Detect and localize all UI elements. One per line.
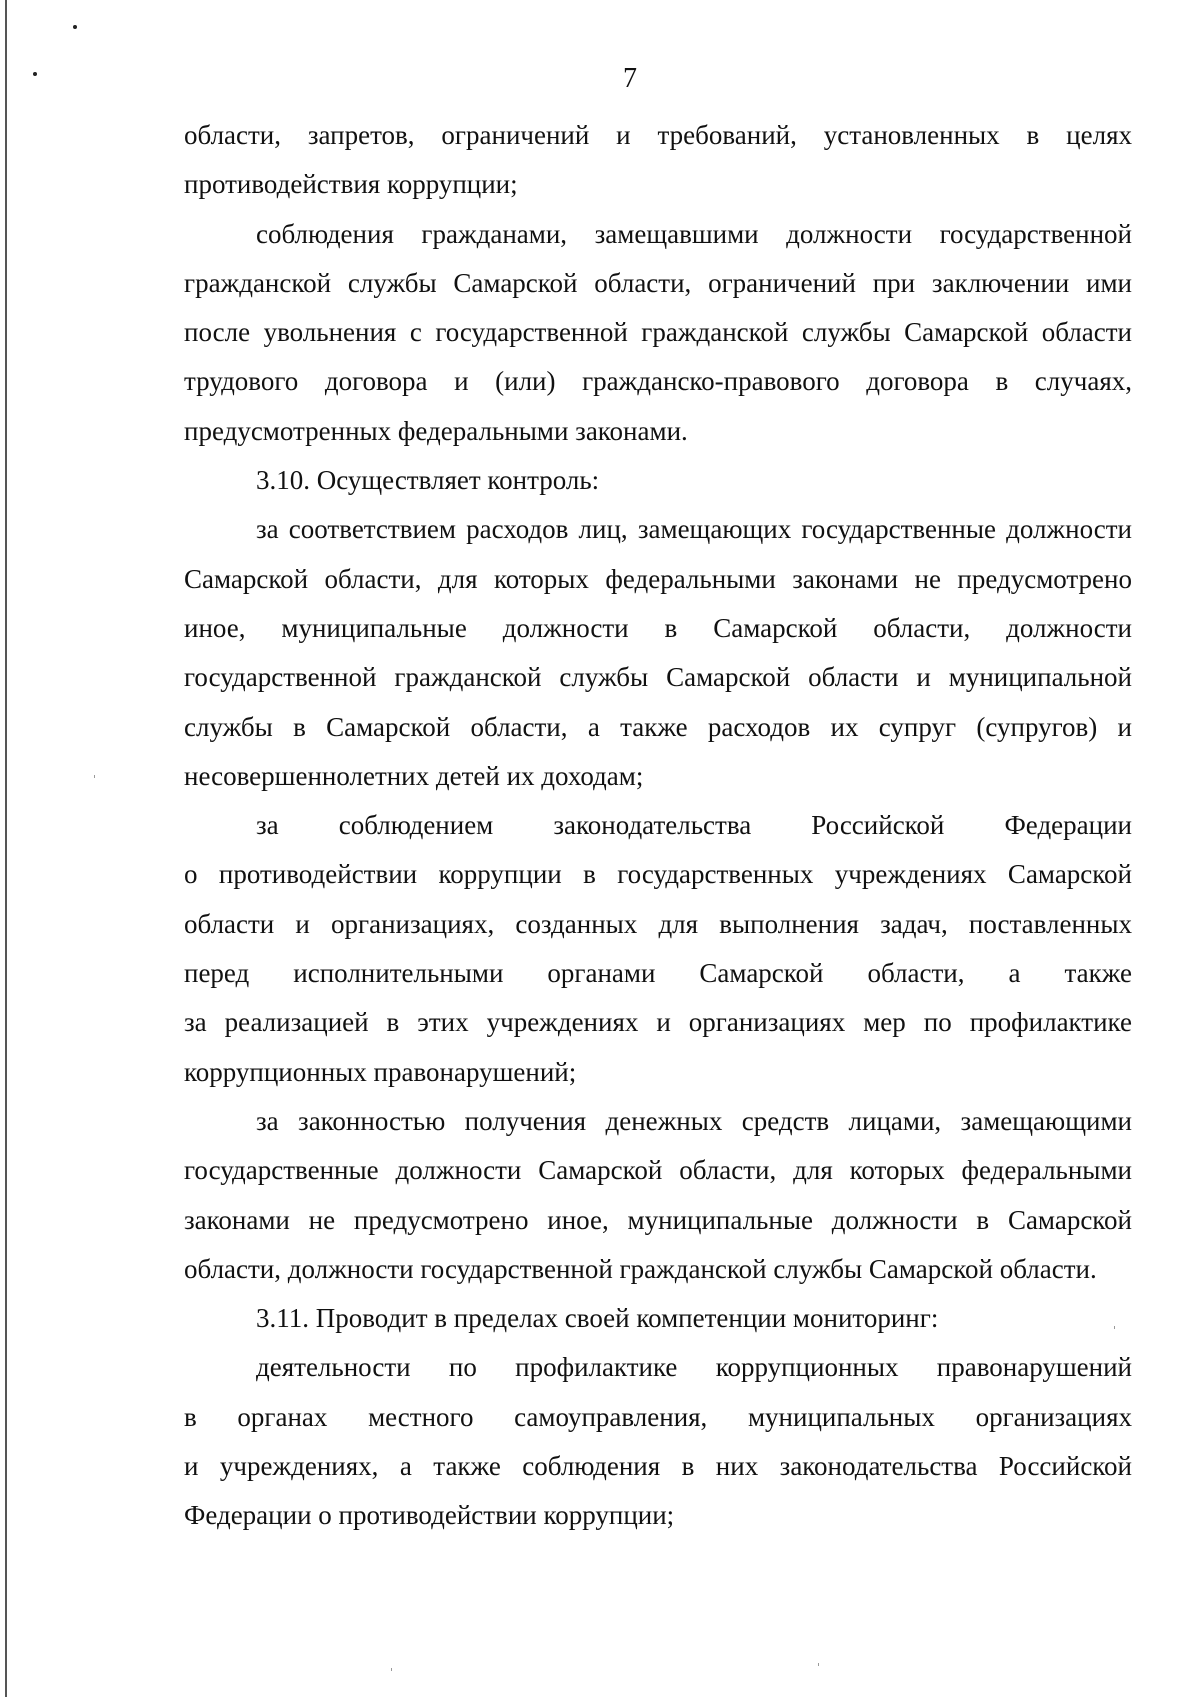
paragraph: 3.11. Проводит в пределах своей компетенции мониторинг: [256, 1303, 939, 1334]
scan-speck [391, 1668, 392, 1671]
text-line: противодействия коррупции; [184, 169, 518, 200]
text-line: и учреждениях, а также соблюдения в них законодательства Российской [184, 1451, 1132, 1482]
text-line: деятельности по профилактике коррупционных правонарушений [256, 1352, 1132, 1383]
scan-dot [33, 72, 37, 76]
scan-dot [73, 25, 77, 29]
text-line: области и организациях, созданных для выполнения задач, поставленных [184, 908, 1132, 939]
paragraph [184, 1343, 1132, 1540]
paragraph: за законностью получения денежных средств лицами, замещающими государственные должности Самарской области, для которых федеральными законами не предусмотрено иное, муниципальные должности в Самарской области, должности государственной гражданской службы Самарской области. [184, 1105, 1132, 1284]
paragraph [184, 801, 1132, 1097]
paragraph [184, 111, 1132, 210]
text-line: перед исполнительными органами Самарской области, а также [184, 958, 1132, 989]
text-line: в органах местного самоуправления, муниципальных организациях [184, 1401, 1132, 1432]
text-line: Федерации о противодействии коррупции; [184, 1500, 675, 1531]
paragraph: соблюдения гражданами, замещавшими должности государственной гражданской службы Самарской области, ограничений при заключении ими после увольнения с государственной гражданской службы Самарской области трудового договора и (или) гражданско-правового договора в случаях, предусмотренных федеральными законами. [184, 218, 1132, 446]
text-line: области, запретов, ограничений и требований, установленных в целях [184, 120, 1132, 150]
text-line: за соблюдением законодательства Российской Федерации [256, 810, 1132, 841]
text-line: о противодействии коррупции в государственных учреждениях Самарской [184, 859, 1132, 890]
scan-speck [818, 1663, 819, 1666]
scan-speck [94, 775, 95, 778]
paragraph [184, 456, 1132, 505]
paragraph: за соответствием расходов лиц, замещающих государственные должности Самарской области, для которых федеральными законами не предусмотрено иное, муниципальные должности в Самарской области, должности государственной гражданской службы Самарской области и муниципальной службы в Самарской области, а также расходов их супруг (супругов) и несовершеннолетних детей их доходам; [184, 514, 1132, 791]
text-line: за реализацией в этих учреждениях и организациях мер по профилактике [184, 1007, 1132, 1038]
scan-edge-line [5, 0, 7, 1697]
text-line: коррупционных правонарушений; [184, 1056, 577, 1087]
document-body [184, 111, 1132, 1541]
text-line: 3.10. Осуществляет контроль: [256, 465, 600, 496]
page-number: 7 [623, 63, 637, 94]
